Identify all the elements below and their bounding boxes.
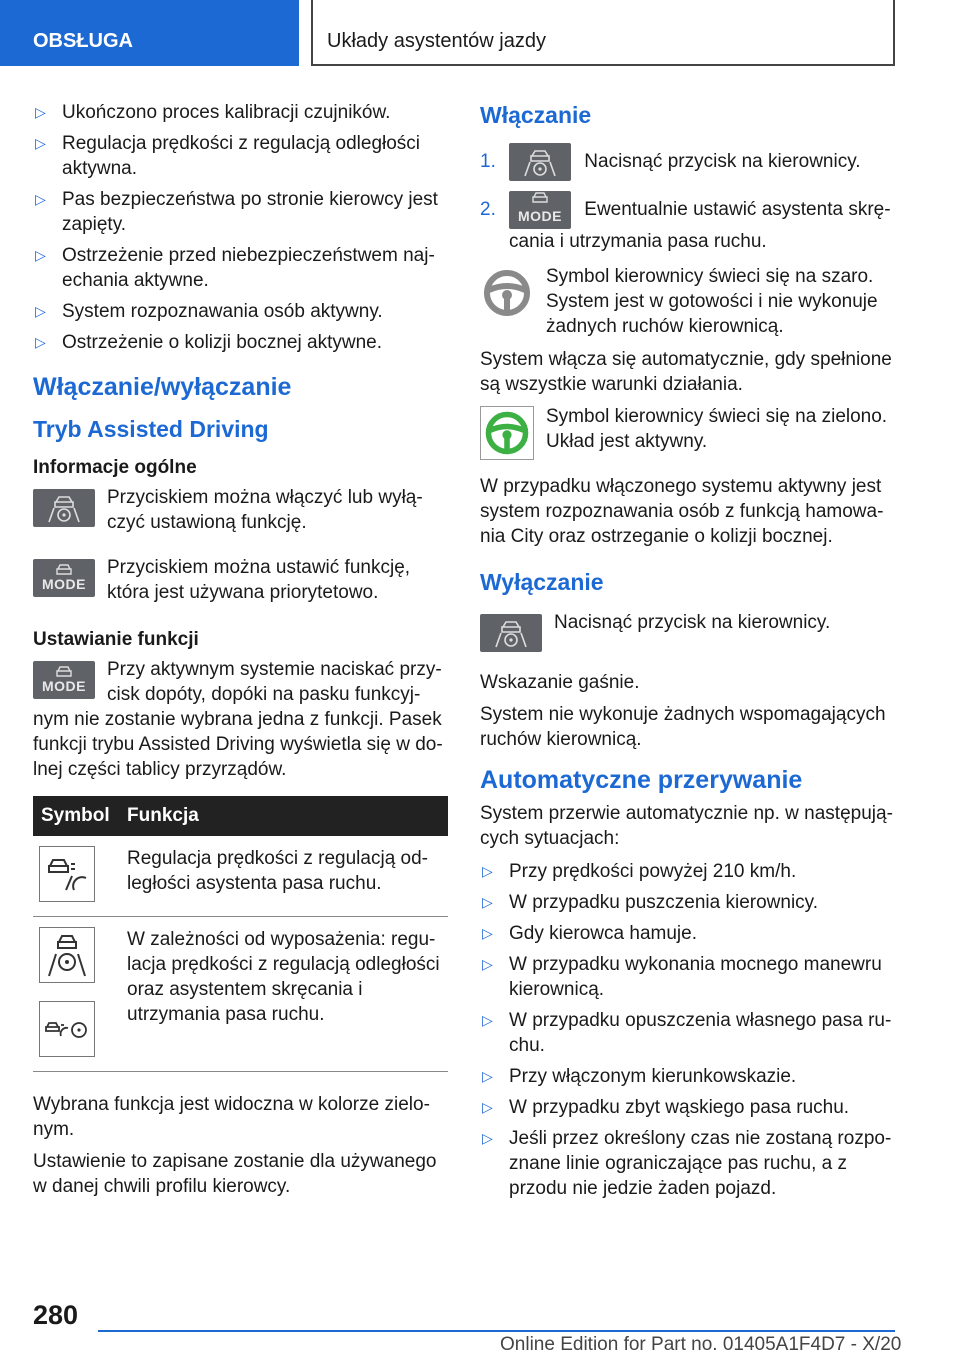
chapter-title: Układy asystentów jazdy bbox=[311, 0, 895, 66]
car-steering-button-icon bbox=[509, 143, 571, 181]
list-item: ▷ Przy prędkości powyżej 210 km/h. bbox=[482, 861, 797, 882]
setting-row bbox=[33, 657, 448, 782]
grey-status-text-2: System jest w gotowości i nie wykonuje żadnych ruchów kierownicą. bbox=[546, 291, 878, 337]
left-column bbox=[33, 100, 448, 1206]
list-item: ▷ Pas bezpieczeństwa po stronie kierowcy jest zapięty. bbox=[35, 189, 438, 235]
triangle-bullet-icon: ▷ bbox=[482, 1099, 493, 1115]
triangle-bullet-icon: ▷ bbox=[482, 1012, 493, 1028]
heading-switch-off: Wyłączanie bbox=[480, 569, 604, 595]
footer-edition: Online Edition for Part no. 01405A1F4D7 - X/20 bbox=[500, 1334, 902, 1355]
table-row bbox=[33, 836, 448, 917]
table-header-symbol: Symbol bbox=[33, 796, 119, 836]
general-text-2: Przyciskiem można ustawić funkcję, która jest używana priorytetowo. bbox=[107, 557, 411, 603]
general-row-2 bbox=[33, 555, 448, 607]
page-number: 280 bbox=[33, 1300, 79, 1330]
grey-status-text-1: Symbol kierownicy świeci się na szaro. bbox=[546, 266, 874, 287]
general-row-1 bbox=[33, 485, 448, 537]
list-item: ▷ W przypadku zbyt wąskiego pasa ruchu. bbox=[482, 1097, 850, 1118]
step-number: 2. bbox=[480, 199, 496, 220]
setting-text: Przy aktywnym systemie naciskać przycisk dopóty, dopóki na pasku funkcyjnym nie zostanie wybrana jedna z funkcji. Pasek funkcji trybu Assisted Driving wyświetla się w dolnej części tablicy przyrządów. bbox=[33, 659, 443, 780]
triangle-bullet-icon: ▷ bbox=[35, 247, 46, 263]
active-systems-text: W przypadku włączonego systemu aktywny jest system rozpoznawania osób z funkcją hamowania City oraz ostrzeganie o kolizji bocznej. bbox=[480, 476, 884, 547]
heading-switch-on: Włączanie bbox=[480, 102, 592, 128]
triangle-bullet-icon: ▷ bbox=[482, 925, 493, 941]
switch-off-text: Nacisnąć przycisk na kierownicy. bbox=[554, 612, 831, 633]
list-item: ▷ Regulacja prędkości z regulacją odległości aktywna. bbox=[35, 133, 421, 179]
triangle-bullet-icon: ▷ bbox=[35, 104, 46, 120]
heading-on-off: Włączanie/wyłączanie bbox=[33, 373, 292, 401]
right-column bbox=[480, 100, 895, 1207]
auto-interrupt-intro: System przerwie automatycznie np. w następujących sytuacjach: bbox=[480, 803, 893, 849]
list-item: ▷ Przy włączonym kierunkowskazie. bbox=[482, 1066, 797, 1087]
list-item: ▷ Ostrzeżenie o kolizji bocznej aktywne. bbox=[35, 332, 382, 353]
selection-note: Wybrana funkcja jest widoczna w kolorze zielonym. bbox=[33, 1094, 430, 1140]
mode-button-icon: MODE bbox=[33, 559, 95, 597]
step-number: 1. bbox=[480, 151, 496, 172]
list-item: ▷ W przypadku wykonania mocnego manewru kierownicą. bbox=[482, 954, 882, 1000]
triangle-bullet-icon: ▷ bbox=[35, 303, 46, 319]
list-item: ▷ Jeśli przez określony czas nie zostaną rozpoznane linie ograniczające pas ruchu, a z przodu nie jedzie żaden pojazd. bbox=[482, 1128, 892, 1199]
triangle-bullet-icon: ▷ bbox=[35, 191, 46, 207]
footer-divider bbox=[98, 1330, 895, 1332]
switch-on-steps bbox=[480, 143, 895, 254]
list-item: ▷ W przypadku puszczenia kierownicy. bbox=[482, 892, 819, 913]
acc-steering-icon bbox=[39, 1001, 95, 1057]
steering-wheel-icon bbox=[480, 406, 534, 460]
table-cell-function: Regulacja prędkości z regulacją odległości asystenta pasa ruchu. bbox=[119, 836, 448, 917]
triangle-bullet-icon: ▷ bbox=[482, 863, 493, 879]
grey-status-row bbox=[480, 264, 895, 339]
heading-function-setting: Ustawianie funkcji bbox=[33, 629, 199, 650]
triangle-bullet-icon: ▷ bbox=[482, 1068, 493, 1084]
heading-general-info: Informacje ogólne bbox=[33, 457, 197, 478]
list-item bbox=[480, 191, 895, 254]
page-header bbox=[0, 0, 960, 66]
function-table bbox=[33, 796, 448, 1072]
mode-button-icon: MODE bbox=[33, 661, 95, 699]
table-header-function: Funkcja bbox=[119, 796, 448, 836]
general-text-1: Przyciskiem można włączyć lub wyłączyć ustawioną funkcję. bbox=[107, 487, 423, 533]
list-item: ▷ Ostrzeżenie przed niebezpieczeństwem najechania aktywne. bbox=[35, 245, 435, 291]
step-2-text: Ewentualnie ustawić asystenta skręcania i utrzymania pasa ruchu. bbox=[509, 199, 891, 252]
green-status-text-1: Symbol kierownicy świeci się na zielono. bbox=[546, 406, 888, 427]
section-tab: OBSŁUGA bbox=[0, 0, 299, 66]
table-row bbox=[33, 917, 448, 1072]
profile-note: Ustawienie to zapisane zostanie dla używanego w danej chwili profilu kierowcy. bbox=[33, 1151, 437, 1197]
no-steering-text: System nie wykonuje żadnych wspomagających ruchów kierownicą. bbox=[480, 704, 886, 750]
auto-on-text: System włącza się automatycznie, gdy spełnione są wszystkie warunki działania. bbox=[480, 349, 892, 395]
interrupt-list bbox=[480, 859, 895, 1201]
switch-off-row bbox=[480, 610, 895, 662]
steering-assist-icon bbox=[39, 927, 95, 983]
triangle-bullet-icon: ▷ bbox=[482, 956, 493, 972]
triangle-bullet-icon: ▷ bbox=[35, 135, 46, 151]
steering-wheel-icon bbox=[480, 266, 534, 320]
triangle-bullet-icon: ▷ bbox=[482, 1130, 493, 1146]
table-cell-symbol bbox=[33, 917, 119, 1072]
requirements-list bbox=[33, 100, 448, 355]
green-status-row bbox=[480, 404, 895, 466]
table-cell-symbol bbox=[33, 836, 119, 917]
triangle-bullet-icon: ▷ bbox=[35, 334, 46, 350]
list-item: ▷ System rozpoznawania osób aktywny. bbox=[35, 301, 383, 322]
acc-lane-assist-icon bbox=[39, 846, 95, 902]
list-item: ▷ Ukończono proces kalibracji czujników. bbox=[35, 102, 391, 123]
car-steering-button-icon bbox=[33, 489, 95, 527]
table-header-row bbox=[33, 796, 448, 836]
mode-button-icon: MODE bbox=[509, 191, 571, 229]
list-item: ▷ W przypadku opuszczenia własnego pasa ruchu. bbox=[482, 1010, 892, 1056]
triangle-bullet-icon: ▷ bbox=[482, 894, 493, 910]
green-status-text-2: Układ jest aktywny. bbox=[546, 431, 708, 452]
heading-assisted-driving: Tryb Assisted Driving bbox=[33, 416, 269, 442]
list-item bbox=[480, 143, 895, 181]
display-off-text: Wskazanie gaśnie. bbox=[480, 672, 640, 693]
list-item: ▷ Gdy kierowca hamuje. bbox=[482, 923, 697, 944]
car-steering-button-icon bbox=[480, 614, 542, 652]
table-cell-function: W zależności od wyposażenia: regulacja prędkości z regulacją odległości oraz asystentem skręcania i utrzymania pasa ruchu. bbox=[119, 917, 448, 1072]
heading-auto-interrupt: Automatyczne przerywanie bbox=[480, 766, 803, 794]
step-1-text: Nacisnąć przycisk na kierownicy. bbox=[584, 151, 861, 173]
